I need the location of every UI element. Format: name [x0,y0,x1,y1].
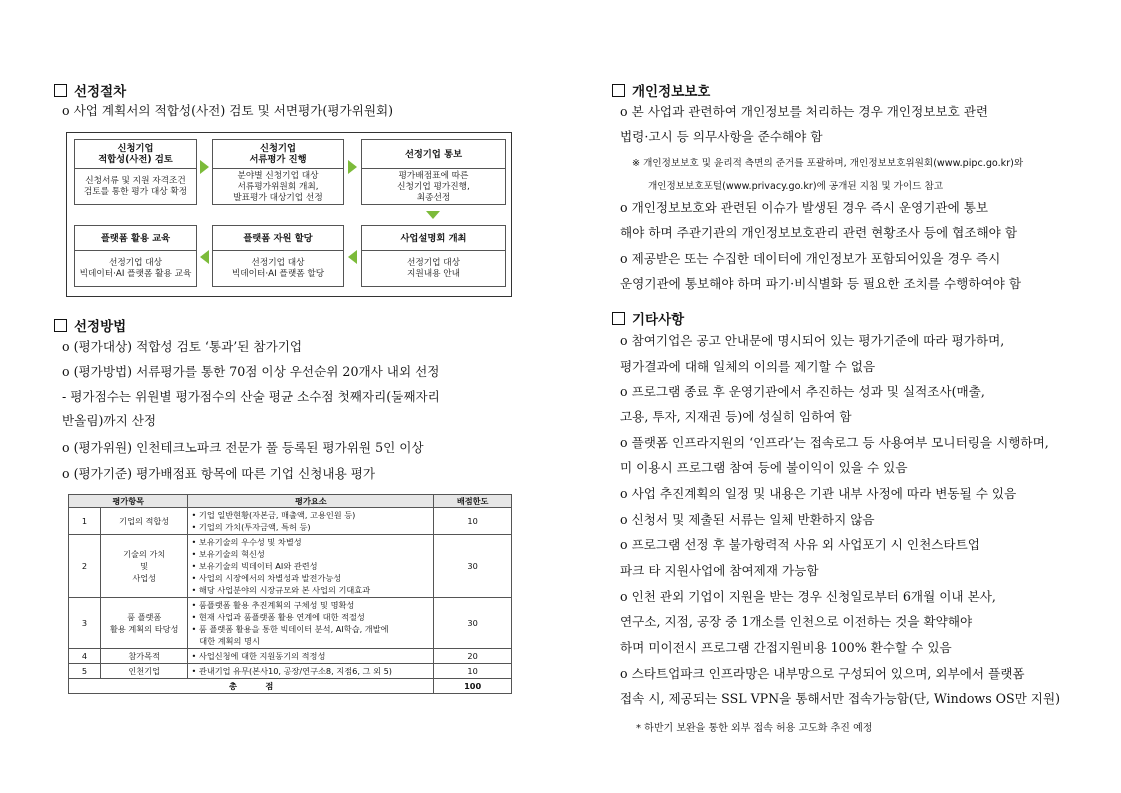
other-line: 연구소, 지점, 공장 중 1개소를 인천으로 이전하는 것을 확약해야 [620,614,973,629]
row-score: 10 [434,664,512,679]
table-row [69,649,512,664]
element-text: • 보유기술의 혁신성 [191,549,265,559]
flow-step-document-evaluation [212,139,344,205]
other-line: o 인천 관외 기업이 지원을 받는 경우 신청일로부터 6개월 이내 본사, [620,589,996,604]
other-line: 고용, 투자, 지재권 등)에 성실히 임하여 함 [620,409,852,424]
evaluation-score-table [68,494,512,694]
row-item: 기술의 가치 및 사업성 [100,535,188,598]
flow-step-resource-allocation [212,225,344,287]
element-text: 대한 계획의 명시 [191,636,260,646]
privacy-line: o 본 사업과 관련하여 개인정보를 처리하는 경우 개인정보보호 관련 [620,104,989,119]
privacy-note: ※ 개인정보보호 및 윤리적 측면의 준거를 포괄하며, 개인정보보호위원회(www.pipc.go.kr)와 [632,158,1024,169]
total-score: 100 [434,679,512,694]
arrow-right-icon [200,160,209,174]
row-score: 30 [434,535,512,598]
row-elements [188,598,434,649]
method-line: o (평가방법) 서류평가를 통한 70점 이상 우선순위 20개사 내외 선정 [62,364,440,379]
checkbox-square-icon [54,84,67,97]
other-line: o 플랫폼 인프라지원의 ‘인프라’는 접속로그 등 사용여부 모니터링을 시행하며, [620,435,1049,450]
row-item: 참가목적 [100,649,188,664]
row-elements [188,508,434,535]
arrow-left-icon [200,250,209,264]
table-row [69,508,512,535]
row-score: 30 [434,598,512,649]
total-label: 총 점 [69,679,434,694]
procedure-line: o 사업 계획서의 적합성(사전) 검토 및 서면평가(평가위원회) [62,103,394,118]
row-score: 20 [434,649,512,664]
element-text: • 사업신청에 대한 지원동기의 적정성 [191,651,326,661]
row-number: 5 [69,664,101,679]
other-line: o 프로그램 선정 후 불가항력적 사유 외 사업포기 시 인천스타트업 [620,537,980,552]
flow-step-body: 선정기업 대상 빅데이터·AI 플랫폼 할당 [231,258,325,279]
checkbox-square-icon [612,84,625,97]
other-line: 파크 타 지원사업에 참여제재 가능함 [620,563,819,578]
section-title-privacy: 개인정보보호 [612,80,710,100]
section-title-selection-method: 선정방법 [54,315,126,335]
element-text: • 보유기술의 빅데이터 AI와 관련성 [191,561,318,571]
arrow-right-icon [348,160,357,174]
other-line: 평가결과에 대해 일체의 이의를 제기할 수 없음 [620,359,876,374]
method-line: - 평가점수는 위원별 평가점수의 산술 평균 소수점 첫째자리(둘째자리 [62,389,440,404]
other-line: o 참여기업은 공고 안내문에 명시되어 있는 평가기준에 따라 평가하며, [620,333,1005,348]
privacy-line: o 개인정보보호와 관련된 이슈가 발생된 경우 즉시 운영기관에 통보 [620,200,989,215]
flow-step-platform-training [74,225,197,287]
arrow-down-icon [426,211,440,219]
element-text: • 보유기술의 우수성 및 차별성 [191,537,302,547]
privacy-line: 법령·고시 등 의무사항을 준수해야 함 [620,129,823,144]
element-text: • 품 플랫폼 활용을 통한 빅데이터 분석, AI학습, 개발에 [191,624,389,634]
flow-step-body: 분야별 신청기업 대상 서류평가위원회 개최, 발표평가 대상기업 선정 [233,170,323,203]
table-header: 배점한도 [434,495,512,508]
row-item: 품 플랫폼 활용 계획의 타당성 [100,598,188,649]
other-line: o 사업 추진계획의 일정 및 내용은 기관 내부 사정에 따라 변동될 수 있음 [620,486,1017,501]
other-note: * 하반기 보완을 통한 외부 접속 허용 고도화 추진 예정 [636,723,873,734]
flow-step-title: 선정기업 통보 [362,140,505,169]
other-line: 미 이용시 프로그램 참여 등에 불이익이 있을 수 있음 [620,460,908,475]
privacy-line: 해야 하며 주관기관의 개인정보보호관리 관련 현황조사 등에 협조해야 함 [620,225,1017,240]
flow-step-body: 선정기업 대상 지원내용 안내 [406,258,461,279]
row-number: 1 [69,508,101,535]
element-text: • 사업의 시장에서의 차별성과 발전가능성 [191,573,342,583]
flow-step-title: 플랫폼 자원 할당 [213,226,343,251]
privacy-line: 운영기관에 통보해야 하며 파기·비식별화 등 필요한 조치를 수행하여야 함 [620,276,1021,291]
section-title-other: 기타사항 [612,308,684,328]
method-line: 반올림)까지 산정 [62,413,157,428]
other-line: 접속 시, 제공되는 SSL VPN을 통해서만 접속가능함(단, Windows OS만 지원) [620,691,1061,706]
section-title-selection-procedure: 선정절차 [54,80,126,100]
other-line: o 프로그램 종료 후 운영기관에서 추진하는 성과 및 실적조사(매출, [620,384,985,399]
element-text: • 기업의 가치(투자금액, 특허 등) [191,522,311,532]
flow-step-title: 신청기업 서류평가 진행 [213,140,343,169]
row-item: 기업의 적합성 [100,508,188,535]
procedure-flowchart [66,132,512,297]
other-line: o 스타트업파크 인프라망은 내부망으로 구성되어 있으며, 외부에서 플랫폼 [620,666,1025,681]
element-text: • 현재 사업과 품플랫폼 활용 연계에 대한 적절성 [191,612,365,622]
method-line: o (평가위원) 인천테크노파크 전문가 풀 등록된 평가위원 5인 이상 [62,440,424,455]
element-text: • 관내기업 유무(본사10, 공장/연구소8, 지점6, 그 외 5) [191,666,392,676]
element-text: • 해당 사업분야의 시장규모와 본 사업의 기대효과 [191,585,371,595]
flow-step-title: 플랫폼 활용 교육 [75,226,196,251]
privacy-note: 개인정보보호포털(www.privacy.go.kr)에 공개된 지침 및 가이드 참고 [648,181,944,192]
flow-step-notification [361,139,506,205]
row-score: 10 [434,508,512,535]
table-header: 평가요소 [188,495,434,508]
method-line: o (평가대상) 적합성 검토 ‘통과’된 참가기업 [62,339,303,354]
method-line: o (평가기준) 평가배점표 항목에 따른 기업 신청내용 평가 [62,466,376,481]
checkbox-square-icon [54,319,67,332]
other-line: 하며 미이전시 프로그램 간접지원비용 100% 환수할 수 있음 [620,640,952,655]
element-text: • 품플랫폼 활용 추진계획의 구체성 및 명확성 [191,600,355,610]
row-elements [188,649,434,664]
table-header: 평가항목 [69,495,188,508]
other-line: o 신청서 및 제출된 서류는 일체 반환하지 않음 [620,512,875,527]
table-row [69,664,512,679]
arrow-left-icon [348,250,357,264]
row-elements [188,535,434,598]
row-number: 3 [69,598,101,649]
row-number: 2 [69,535,101,598]
table-row [69,598,512,649]
flow-step-title: 사업설명회 개최 [362,226,505,251]
table-total-row [69,679,512,694]
checkbox-square-icon [612,312,625,325]
flow-step-body: 선정기업 대상 빅데이터·AI 플랫폼 활용 교육 [79,258,192,279]
element-text: • 기업 일반현황(자본금, 매출액, 고용인원 등) [191,510,356,520]
flow-step-title: 신청기업 적합성(사전) 검토 [75,140,196,169]
flow-step-briefing-session [361,225,506,287]
row-elements [188,664,434,679]
flow-step-body: 신청서류 및 지원 자격조건 검토를 통한 평가 대상 확정 [83,176,188,197]
flow-step-eligibility-review [74,139,197,205]
row-item: 인천기업 [100,664,188,679]
row-number: 4 [69,649,101,664]
privacy-line: o 제공받은 또는 수집한 데이터에 개인정보가 포함되어있을 경우 즉시 [620,251,1001,266]
flow-step-body: 평가배점표에 따른 신청기업 평가진행, 최종선정 [397,170,470,203]
table-row [69,535,512,598]
